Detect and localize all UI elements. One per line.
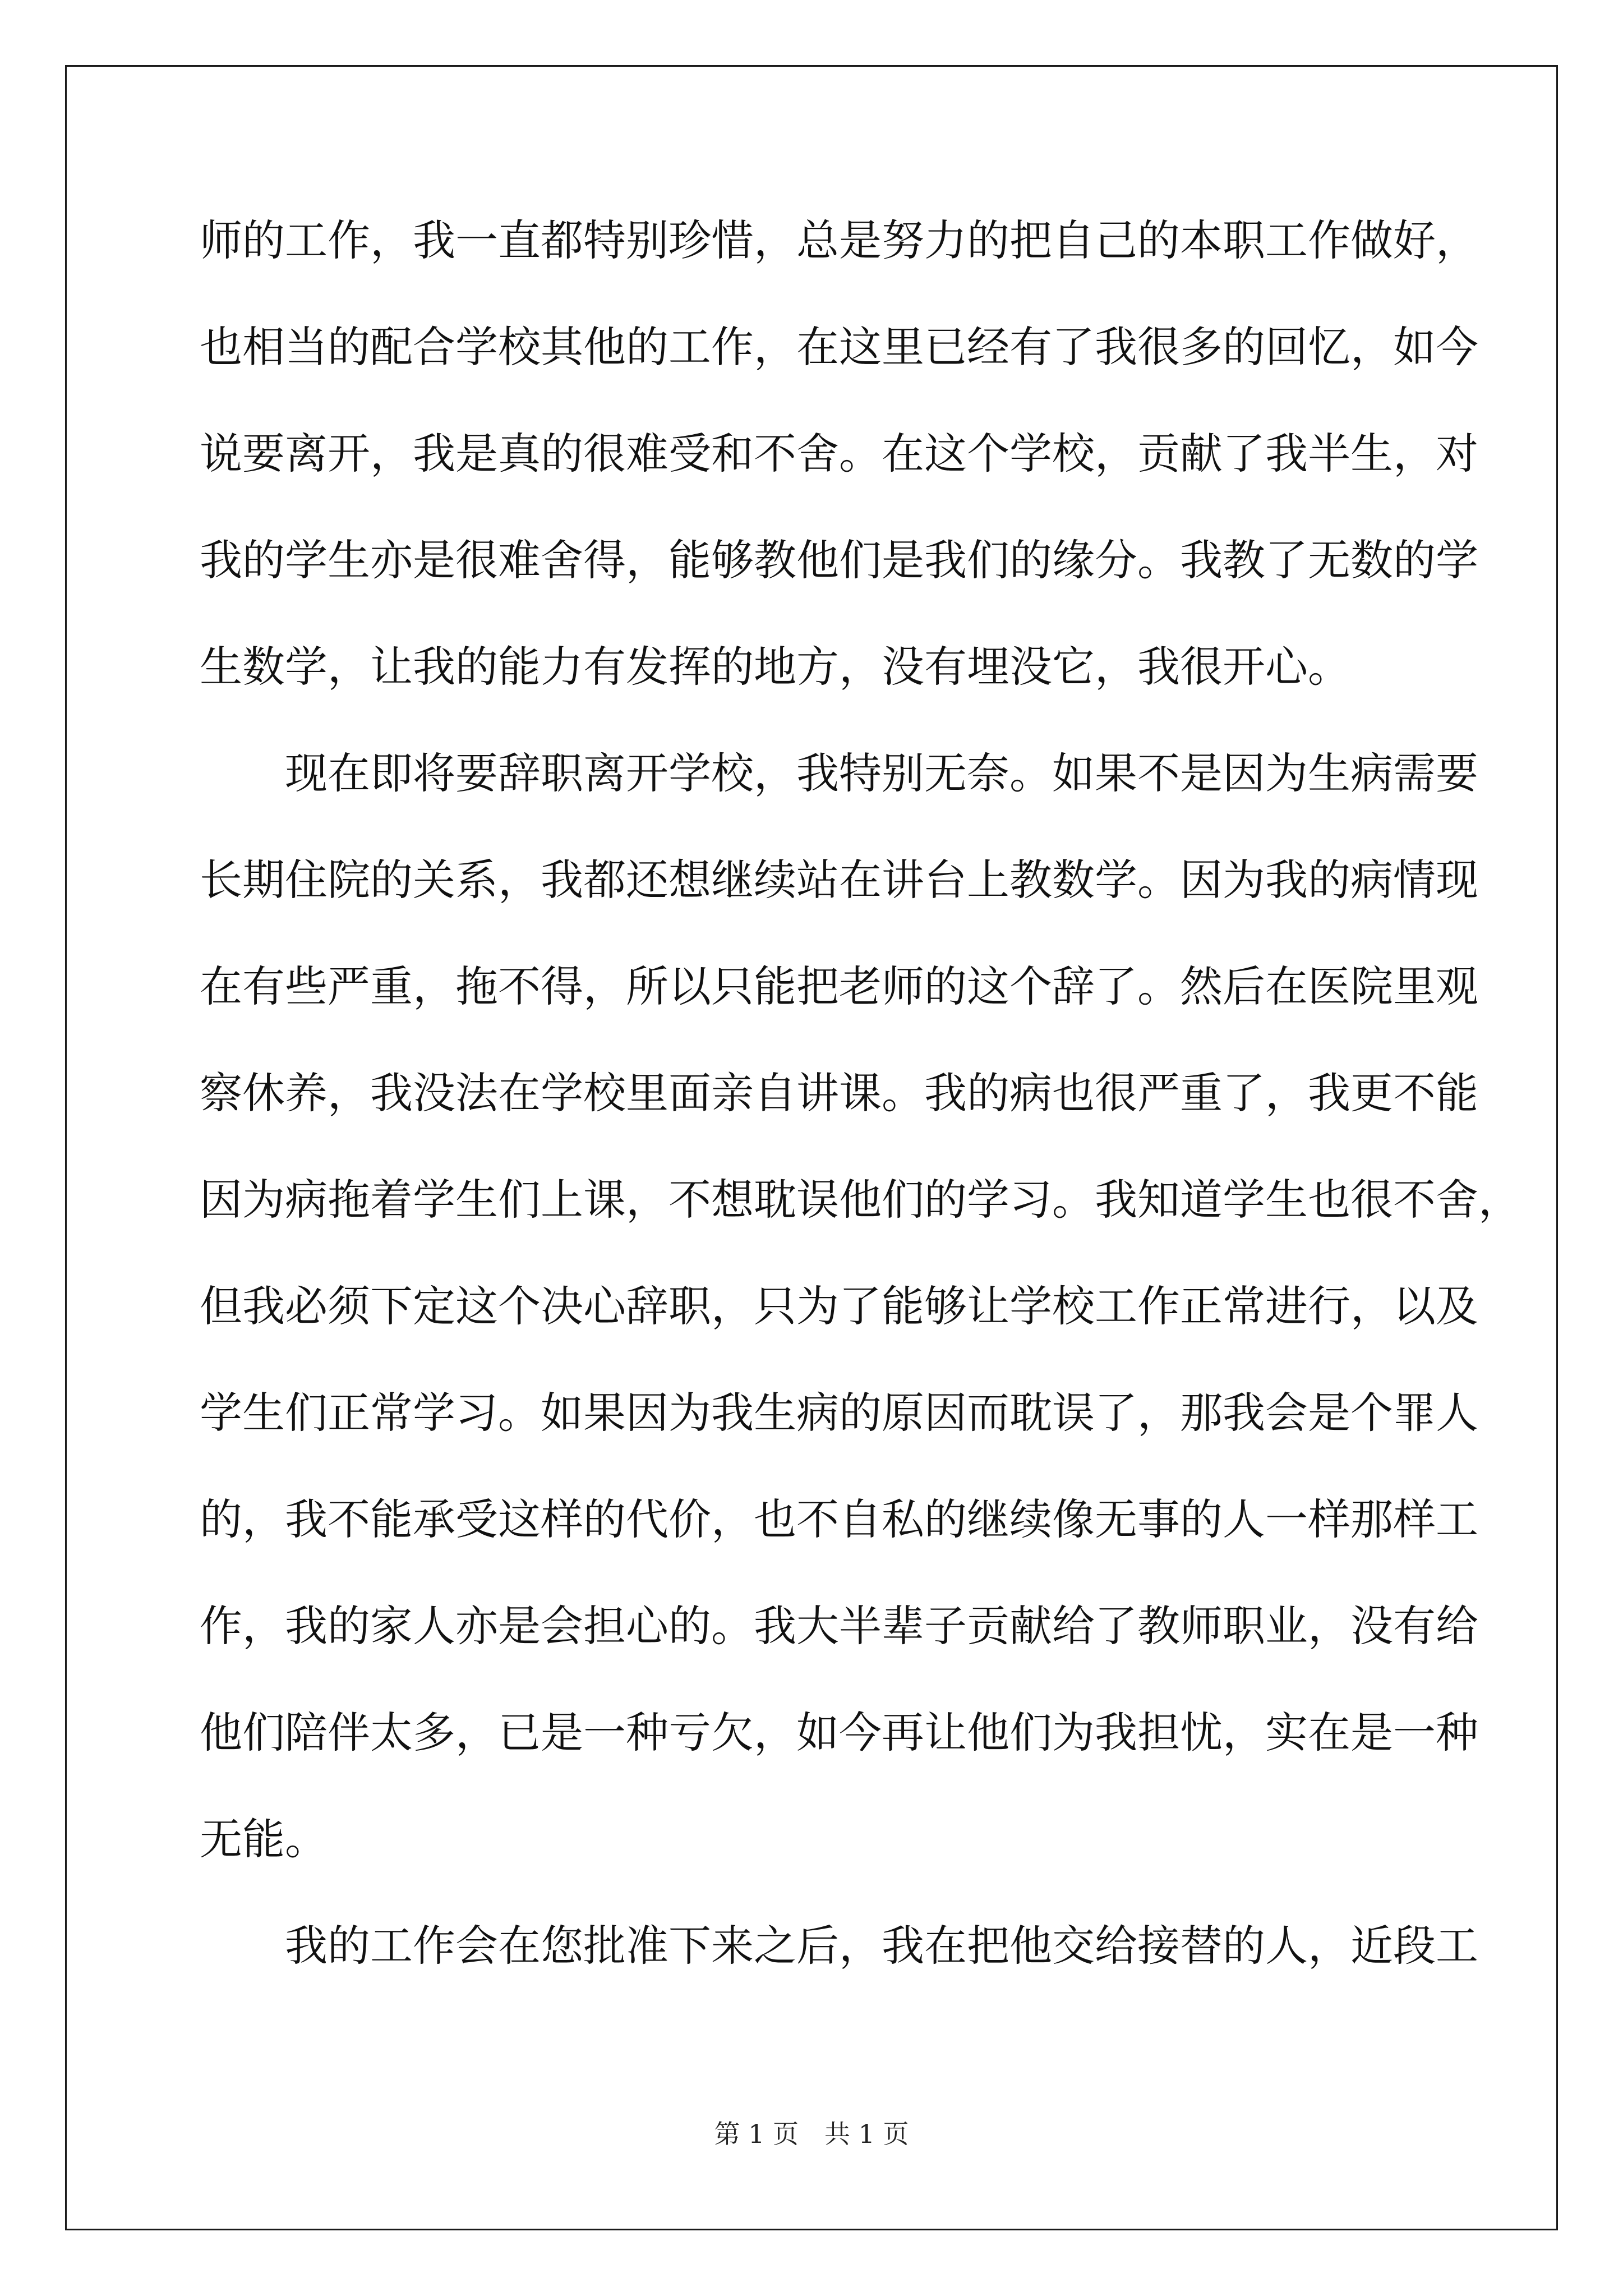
text-line: 长期住院的关系，我都还想继续站在讲台上教数学。因为我的病情现 — [200, 855, 1478, 905]
text-line: 但我必须下定这个决心辞职，只为了能够让学校工作正常进行，以及 — [200, 1281, 1478, 1331]
text-line: 的，我不能承受这样的代价，也不自私的继续像无事的人一样那样工 — [200, 1494, 1478, 1544]
text-line: 作，我的家人亦是会担心的。我大半辈子贡献给了教师职业，没有给 — [200, 1601, 1478, 1651]
text-line: 师的工作，我一直都特别珍惜，总是努力的把自己的本职工作做好， — [200, 215, 1478, 265]
text-line: 我的工作会在您批准下来之后，我在把他交给接替的人，近段工 — [200, 1921, 1478, 1971]
document-body — [200, 208, 1521, 2019]
text-line: 学生们正常学习。如果因为我生病的原因而耽误了，那我会是个罪人 — [200, 1388, 1478, 1438]
text-line: 察休养，我没法在学校里面亲自讲课。我的病也很严重了，我更不能 — [200, 1068, 1478, 1118]
text-line: 因为病拖着学生们上课，不想耽误他们的学习。我知道学生也很不舍， — [200, 1175, 1521, 1225]
text-line: 在有些严重，拖不得，所以只能把老师的这个辞了。然后在医院里观 — [200, 961, 1478, 1011]
text-line: 我的学生亦是很难舍得，能够教他们是我们的缘分。我教了无数的学 — [200, 535, 1478, 585]
text-line: 现在即将要辞职离开学校，我特别无奈。如果不是因为生病需要 — [200, 748, 1478, 798]
text-line: 也相当的配合学校其他的工作，在这里已经有了我很多的回忆，如今 — [200, 322, 1478, 372]
text-line: 他们陪伴太多，已是一种亏欠，如今再让他们为我担忧，实在是一种 — [200, 1708, 1478, 1757]
text-line: 说要离开，我是真的很难受和不舍。在这个学校，贡献了我半生，对 — [200, 429, 1478, 478]
page-number-footer: 第 1 页 共 1 页 — [714, 2119, 909, 2149]
text-line: 生数学，让我的能力有发挥的地方，没有埋没它，我很开心。 — [200, 642, 1350, 692]
text-line: 无能。 — [200, 1814, 328, 1864]
